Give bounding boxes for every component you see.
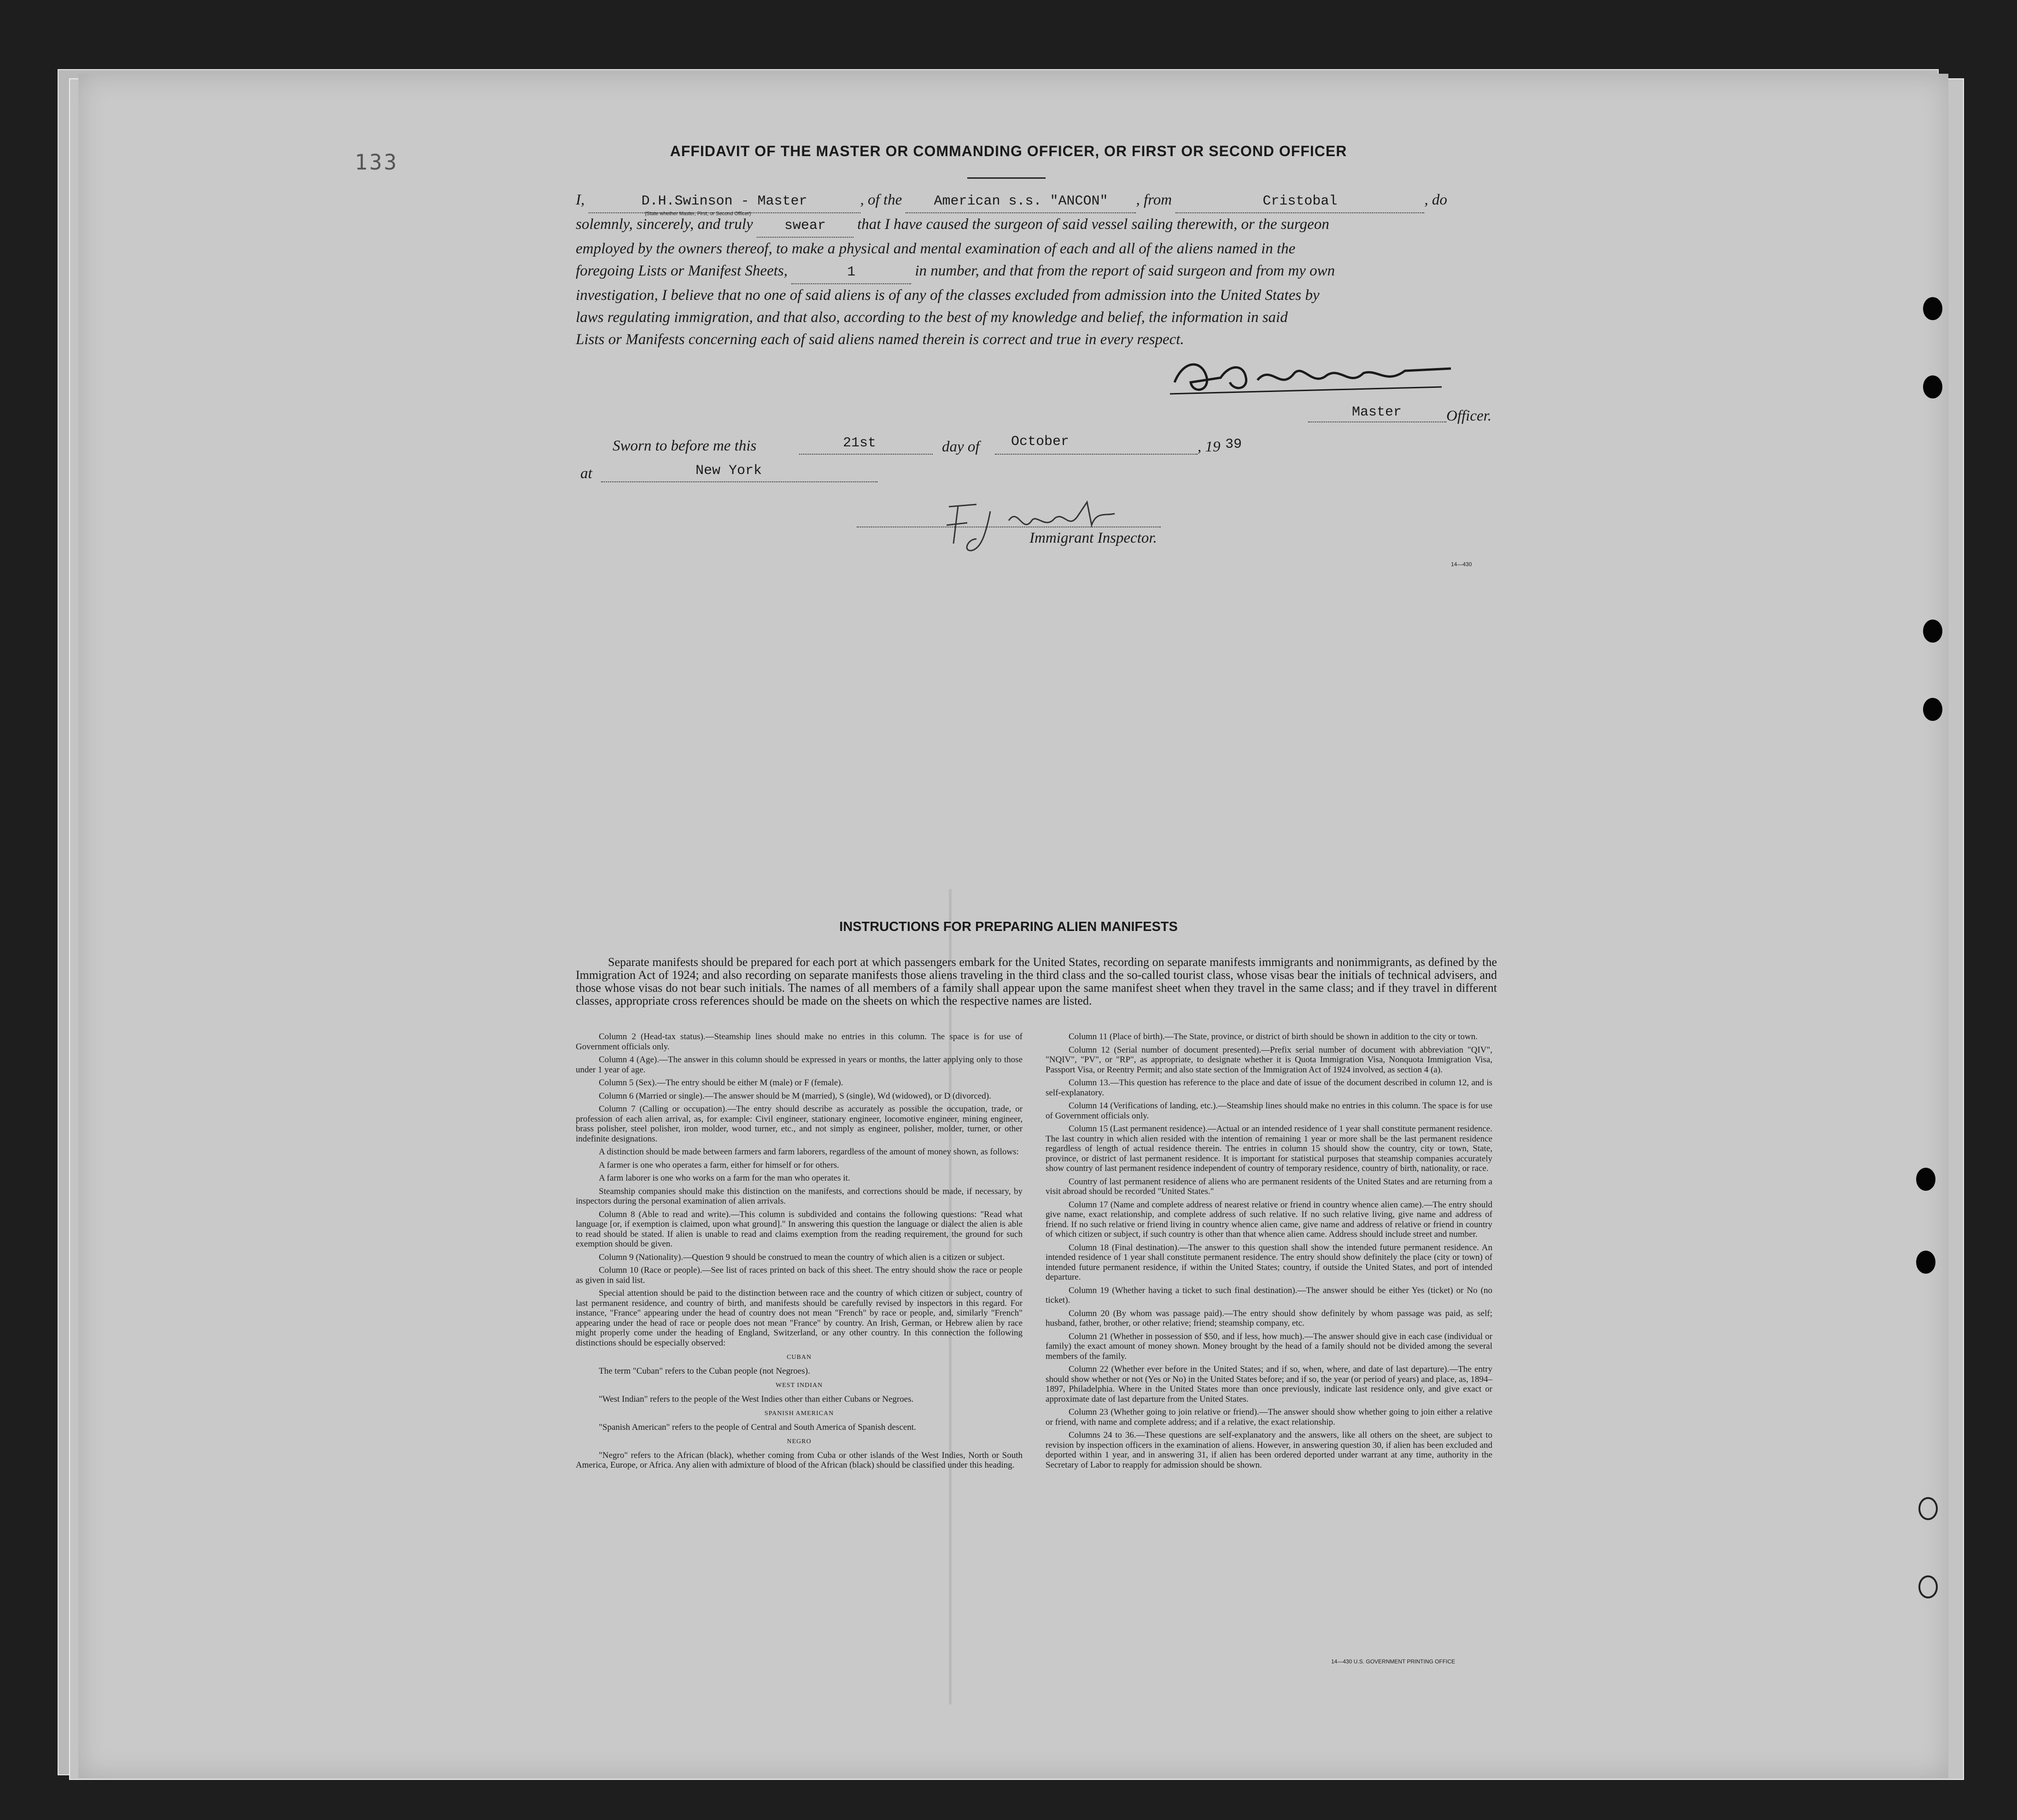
punch-hole-outline xyxy=(1918,1497,1938,1520)
punch-hole xyxy=(1923,297,1942,320)
of-the-label: , of the xyxy=(860,192,902,208)
day-of-label: day of xyxy=(942,439,980,455)
west-indian-heading: WEST INDIAN xyxy=(775,1382,823,1389)
instruction-item: Column 7 (Calling or occupation).—The entry should describe as accurately as possible the occupation, trade, or profession of each alien arrival, as, for example: Civil engineer, stationary engineer, locomotive engineer, mining engineer, brass polisher, steel polisher, iron molder, wood turner, etc., and not simply as engineer, polisher, molder, turner, or other indefinite designations. xyxy=(576,1104,1023,1144)
punch-hole xyxy=(1923,620,1942,643)
punch-hole xyxy=(1916,1168,1935,1191)
instruction-item: Columns 24 to 36.—These questions are self-explanatory and the answers, like all others on the sheet, are subject to revision by inspection officers in the examination of aliens. However, in answering question 30, if alien has been excluded and deported within 1 year, and in answering 31, if alien has been ordered deported under warrant at any time, authority in the Secretary of Labor to reapply for admission should be shown. xyxy=(1046,1430,1492,1470)
instruction-item: Special attention should be paid to the distinction between race and the country of which citizen or subject, country of last permanent residence, and country of birth, and manifests should be carefully revised by inspectors in this regard. For instance, "France" appearing under the head of country does not mean "French" by race or people, and, similarly "French" appearing under the head of race or people does not mean "France" by country. An Irish, German, or Hebrew alien by race might properly come under the heading of England, Switzerland, or any other country. In this connection the following distinctions should be especially observed: xyxy=(576,1288,1023,1348)
at-label: at xyxy=(580,465,592,482)
month-line xyxy=(995,454,1198,455)
month-field: October xyxy=(1011,434,1070,450)
punch-hole xyxy=(1923,698,1942,721)
affidavit-line-3: employed by the owners thereof, to make a physical and mental examination of each and all of the aliens named in the xyxy=(576,240,1296,257)
oath-prefix: solemnly, sincerely, and truly xyxy=(576,216,753,233)
sheets-count-field[interactable]: 1 xyxy=(791,261,911,284)
cuban-definition: The term "Cuban" refers to the Cuban people (not Negroes). xyxy=(599,1366,810,1376)
sworn-label: Sworn to before me this xyxy=(613,438,757,454)
affidavit-line-6: laws regulating immigration, and that also, according to the best of my knowledge and belief, the information in said xyxy=(576,309,1288,326)
sheets-prefix: foregoing Lists or Manifest Sheets, xyxy=(576,263,788,279)
sheets-suffix: in number, and that from the report of said surgeon and from my own xyxy=(915,263,1335,279)
instructions-left-column xyxy=(576,1032,1023,1474)
master-signature xyxy=(1165,350,1479,401)
day-line xyxy=(799,454,933,455)
spanish-american-heading: SPANISH AMERICAN xyxy=(764,1410,834,1417)
oath-text: that I have caused the surgeon of said vessel sailing therewith, or the surgeon xyxy=(857,216,1329,233)
instruction-item: Column 14 (Verifications of landing, etc.).—Steamship lines should make no entries in this column. The space is for use of Government officials only. xyxy=(1046,1101,1492,1121)
day-field: 21st xyxy=(843,435,877,451)
margin-page-number: 133 xyxy=(355,150,399,175)
punch-hole xyxy=(1923,375,1942,398)
instruction-item: Column 6 (Married or single).—The answer should be M (married), S (single), Wd (widowed), or D (divorced). xyxy=(599,1091,991,1101)
instructions-right-column xyxy=(1046,1032,1492,1473)
affidavit-title: AFFIDAVIT OF THE MASTER OR COMMANDING OFFICER, OR FIRST OR SECOND OFFICER xyxy=(670,143,1347,159)
instruction-item: Column 4 (Age).—The answer in this column should be expressed in years or months, the latter applying only to those under 1 year of age. xyxy=(576,1055,1023,1075)
oath-field[interactable]: swear xyxy=(757,215,854,238)
printing-office-imprint: 14—430 U.S. GOVERNMENT PRINTING OFFICE xyxy=(1331,1658,1456,1665)
officer-rank-note: (State whether Master, First, or Second Officer) xyxy=(645,211,751,217)
instruction-item: Column 23 (Whether going to join relative or friend).—The answer should show whether going to join either a relative or friend, with name and complete address; and if a relative, the exact relationship. xyxy=(1046,1407,1492,1427)
spanish-american-definition: "Spanish American" refers to the people of Central and South America of Spanish descent. xyxy=(599,1422,916,1432)
punch-hole xyxy=(1916,1251,1935,1274)
instruction-item: Country of last permanent residence of aliens who are permanent residents of the United States and are returning from a visit abroad should be recorded "United States." xyxy=(1046,1176,1492,1196)
punch-hole-outline xyxy=(1918,1575,1938,1598)
place-line xyxy=(601,481,877,482)
instruction-item: Column 10 (Race or people).—See list of races printed on back of this sheet. The entry should show the race or people as given in said list. xyxy=(576,1265,1023,1285)
inspector-signature xyxy=(940,493,1133,557)
officer-rank-field: Master xyxy=(1352,404,1402,420)
instruction-item: Column 5 (Sex).—The entry should be either M (male) or F (female). xyxy=(599,1078,843,1088)
from-label: , from xyxy=(1136,192,1172,208)
instruction-item: Column 13.—This question has reference to the place and date of issue of the document described in column 12, and is self-explanatory. xyxy=(1046,1078,1492,1098)
instruction-item: Column 9 (Nationality).—Question 9 should be construed to mean the country of which alien is a citizen or subject. xyxy=(599,1252,1005,1262)
do-label: , do xyxy=(1424,192,1447,208)
place-field: New York xyxy=(696,463,762,479)
rank-line xyxy=(1308,421,1446,422)
instructions-title: INSTRUCTIONS FOR PREPARING ALIEN MANIFESTS xyxy=(839,919,1178,934)
affidavit-line-5: investigation, I believe that no one of said aliens is of any of the classes excluded from admission into the United States by xyxy=(576,287,1320,304)
officer-label: Officer. xyxy=(1446,408,1492,424)
instruction-item: Column 20 (By whom was passage paid).—The entry should show definitely by whom passage was paid, as self; husband, father, brother, or other relative; friend; steamship company, etc. xyxy=(1046,1308,1492,1328)
officer-name-field[interactable]: D.H.Swinson - Master xyxy=(589,190,860,213)
affidavit-line-7: Lists or Manifests concerning each of said aliens named therein is correct and true in every respect. xyxy=(576,331,1184,348)
pronoun: I, xyxy=(576,192,585,208)
year-field: 39 xyxy=(1225,437,1242,452)
instruction-item: Column 15 (Last permanent residence).—Actual or an intended residence of 1 year shall constitute permanent residence. The last country in which alien resided with the intention of remaining 1 year or more shall be the last permanent residence regardless of length of actual residence therein. The entries in column 15 should show the country, city or town, State, province, or district of last permanent residence. It is important for statistical purposes that steamship companies accurately show country of last permanent residence independent of country of temporary residence, country of birth, nationality, or race. xyxy=(1046,1124,1492,1173)
west-indian-definition: "West Indian" refers to the people of the West Indies other than either Cubans or Negroes. xyxy=(599,1394,914,1404)
port-field[interactable]: Cristobal xyxy=(1175,190,1424,213)
negro-definition: "Negro" refers to the African (black), whether coming from Cuba or other islands of the West Indies, North or South America, Europe, or Africa. Any alien with admixture of blood of the African (black) should be classified under this heading. xyxy=(576,1450,1023,1470)
instruction-item: Column 21 (Whether in possession of $50, and if less, how much).—The answer should give in each case (individual or family) the exact amount of money shown. Money brought by the head of a family should not be divided among the several members of the family. xyxy=(1046,1331,1492,1361)
instruction-item: Column 18 (Final destination).—The answer to this question shall show the intended future permanent residence. An intended residence of 1 year shall constitute permanent residence. The entry should show definitely the place (city or town) of intended future permanent residence, if within the United States; country, if outside the United States, and port of intended departure. xyxy=(1046,1242,1492,1282)
affidavit-line-4 xyxy=(576,260,1497,284)
year-prefix: , 19 xyxy=(1198,439,1221,455)
instruction-item: Column 8 (Able to read and write).—This column is subdivided and contains the following questions: "Read what language [or, if exemption is claimed, upon what ground]." In answering this question the language or dialect the alien is able to read should be stated. If alien is unable to read and claims exemption from the reading requirement, the ground for such exemption should be given. xyxy=(576,1209,1023,1249)
instruction-item: A farm laborer is one who works on a farm for the man who operates it. xyxy=(599,1173,850,1183)
form-number: 14—430 xyxy=(1451,561,1472,568)
instruction-item: A farmer is one who operates a farm, either for himself or for others. xyxy=(599,1160,839,1170)
instruction-item: Column 22 (Whether ever before in the United States; and if so, when, where, and date of last departure).—The entry should show whether or not (Yes or No) in the United States before; and if so, the year (or period of years) and place, as, 1894–1897, Philadelphia. Where in the United States more than once previously, indicate last residence only, and give exact or approximate date of last departure from the United States. xyxy=(1046,1364,1492,1404)
instruction-item: Column 12 (Serial number of document presented).—Prefix serial number of document with abbreviation "QIV", "NQIV", "PV", or "RP", as appropriate, to designate whether it is Quota Immigration Visa, Nonquota Immigration Visa, Passport Visa, or Reentry Permit; and also state section of the Immigration Act of 1924 involved, as section 4 (a). xyxy=(1046,1045,1492,1075)
instruction-item: Column 17 (Name and complete address of nearest relative or friend in country whence alien came).—The entry should give name, exact relationship, and complete address of such relative. If no such relative living, give name and address of friend. If no such relative or friend living in country whence alien came, give name and address of relative or friend in country of which citizen or subject, if such country is other than that whence alien came. Address should include street and number. xyxy=(1046,1200,1492,1239)
negro-heading: NEGRO xyxy=(787,1438,812,1445)
instructions-intro: Separate manifests should be prepared for each port at which passengers embark for the United States, recording on separate manifests immigrants and nonimmigrants, as defined by the Immigration Act of 1924; and also recording on separate manifests those aliens traveling in the third class and the so-called tourist class, whose visas bear the initials of technical advisers, and those whose visas do not bear such initials. The names of all members of a family shall appear upon the same manifest sheet when they travel in the same class; and if they travel in different classes, appropriate cross references should be made on the sheets on which the respective names are listed. xyxy=(576,955,1497,1007)
instruction-item: Column 2 (Head-tax status).—Steamship lines should make no entries in this column. The space is for use of Government officials only. xyxy=(576,1032,1023,1052)
instruction-item: Steamship companies should make this distinction on the manifests, and corrections should be made, if necessary, by inspectors during the personal examination of alien arrivals. xyxy=(576,1186,1023,1206)
inspector-label: Immigrant Inspector. xyxy=(1029,530,1157,546)
instruction-item: Column 11 (Place of birth).—The State, province, or district of birth should be shown in addition to the city or town. xyxy=(1069,1032,1478,1042)
title-rule xyxy=(967,177,1046,179)
instruction-item: Column 19 (Whether having a ticket to such final destination).—The answer should be either Yes (ticket) or No (no ticket). xyxy=(1046,1285,1492,1305)
affidavit-line-1 xyxy=(576,189,1497,213)
vessel-field[interactable]: American s.s. "ANCON" xyxy=(906,190,1136,213)
instruction-item: A distinction should be made between farmers and farm laborers, regardless of the amount of money shown, as follows: xyxy=(599,1147,1019,1157)
affidavit-line-2 xyxy=(576,213,1497,238)
cuban-heading: CUBAN xyxy=(786,1354,812,1361)
